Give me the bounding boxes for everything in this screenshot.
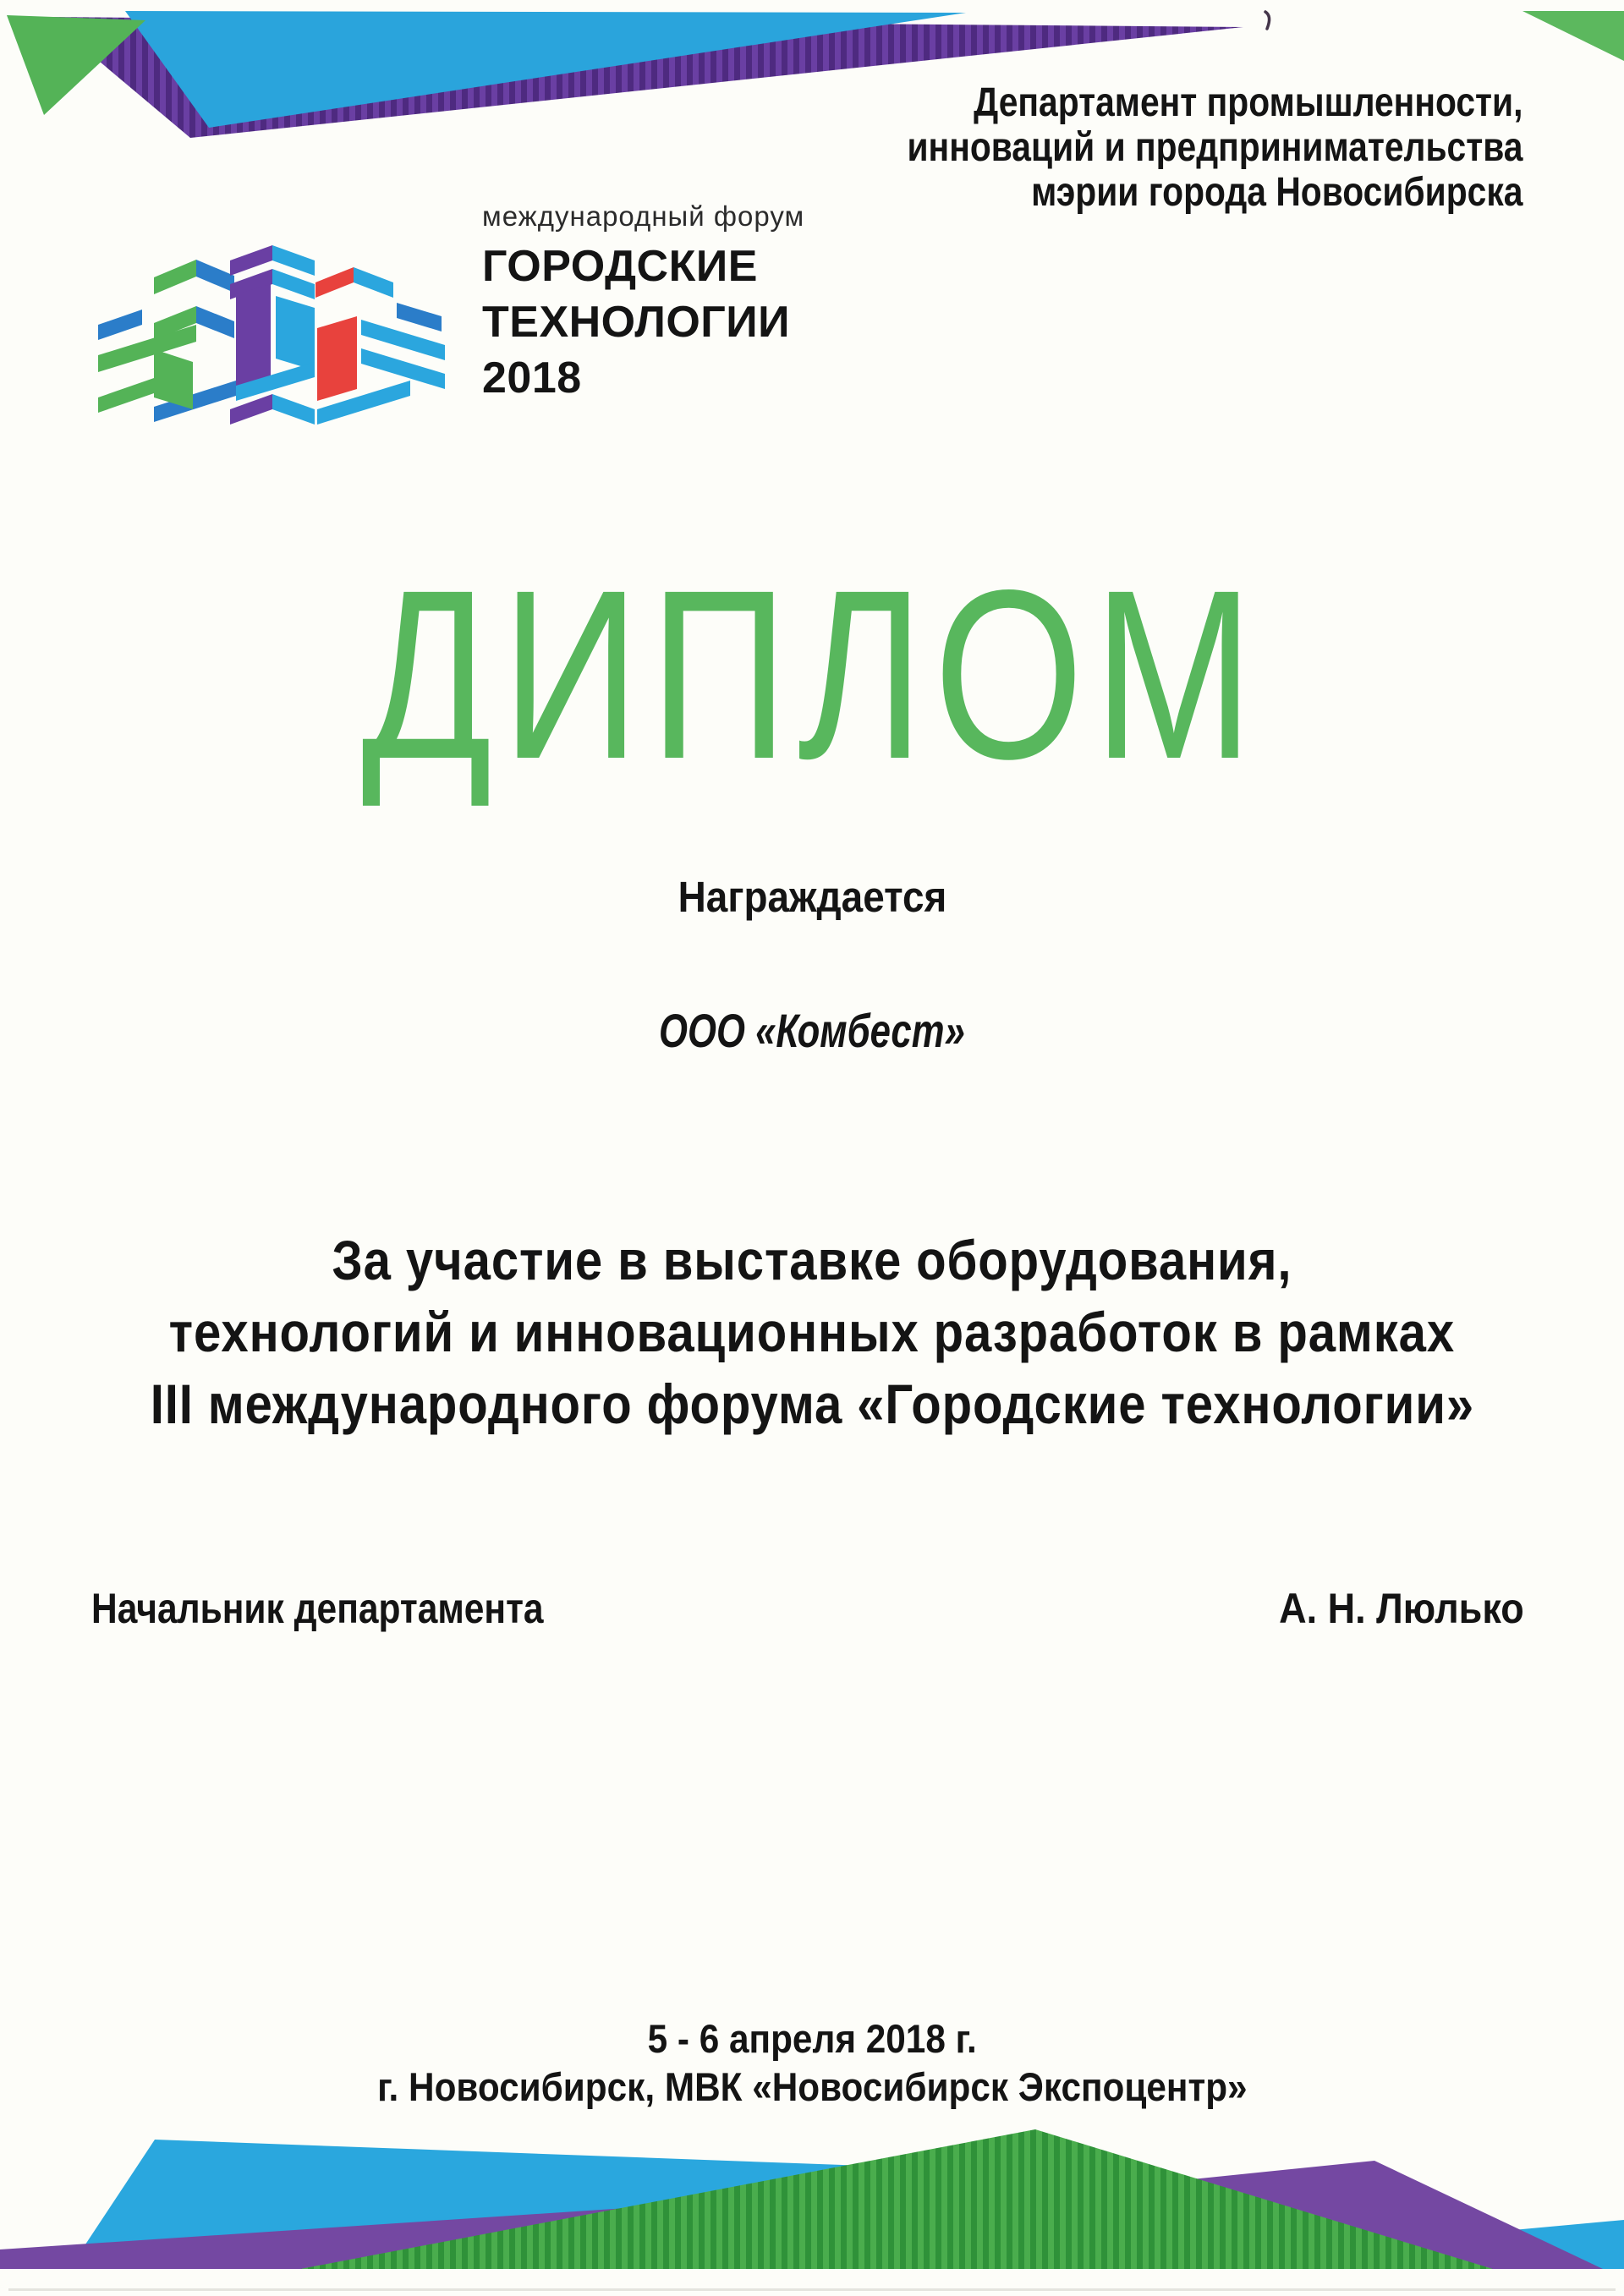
- citation-line-1: За участие в выставке оборудования,: [332, 1229, 1292, 1291]
- event-block: [0, 2014, 1624, 2111]
- banner-green-triangle-right: [1522, 11, 1624, 61]
- signer-position: Начальник департамента: [91, 1585, 544, 1632]
- recipient-line: [0, 1006, 1624, 1055]
- citation-block: [0, 1225, 1624, 1440]
- citation-line-3: III международного форума «Городские технологии»: [150, 1373, 1474, 1435]
- event-date: 5 - 6 апреля 2018 г.: [647, 2016, 977, 2061]
- bottom-decorative-banner: [0, 2112, 1624, 2275]
- forum-title-line-2: ТЕХНОЛОГИИ: [482, 298, 790, 347]
- event-location: г. Новосибирск, МВК «Новосибирск Экспоцентр»: [376, 2064, 1248, 2109]
- pen-mark: [1265, 12, 1270, 29]
- forum-wordmark: [482, 201, 804, 406]
- signature-row: [91, 1586, 1524, 1632]
- forum-title: [482, 238, 804, 406]
- department-line-1: Департамент промышленности,: [973, 80, 1522, 125]
- diploma-title-text: ДИПЛОМ: [360, 540, 1264, 809]
- forum-label: международный форум: [482, 200, 805, 232]
- awarded-label-line: [0, 875, 1624, 919]
- diploma-title: [0, 540, 1624, 809]
- forum-title-line-1: ГОРОДСКИЕ: [482, 242, 758, 291]
- department-line-2: инноваций и предпринимательства: [907, 125, 1522, 170]
- forum-logo: [89, 244, 453, 425]
- awarded-label: Награждается: [678, 873, 946, 921]
- scan-edge-line: [8, 2288, 1616, 2291]
- citation-line-2: технологий и инновационных разработок в рамках: [168, 1301, 1456, 1363]
- forum-title-line-3: 2018: [482, 353, 582, 403]
- recipient-name: ООО «Комбест»: [659, 1004, 965, 1057]
- department-line-3: мэрии города Новосибирска: [1030, 170, 1522, 215]
- issuer-department-block: [907, 80, 1522, 215]
- signer-name: А. Н. Люлько: [1279, 1585, 1524, 1632]
